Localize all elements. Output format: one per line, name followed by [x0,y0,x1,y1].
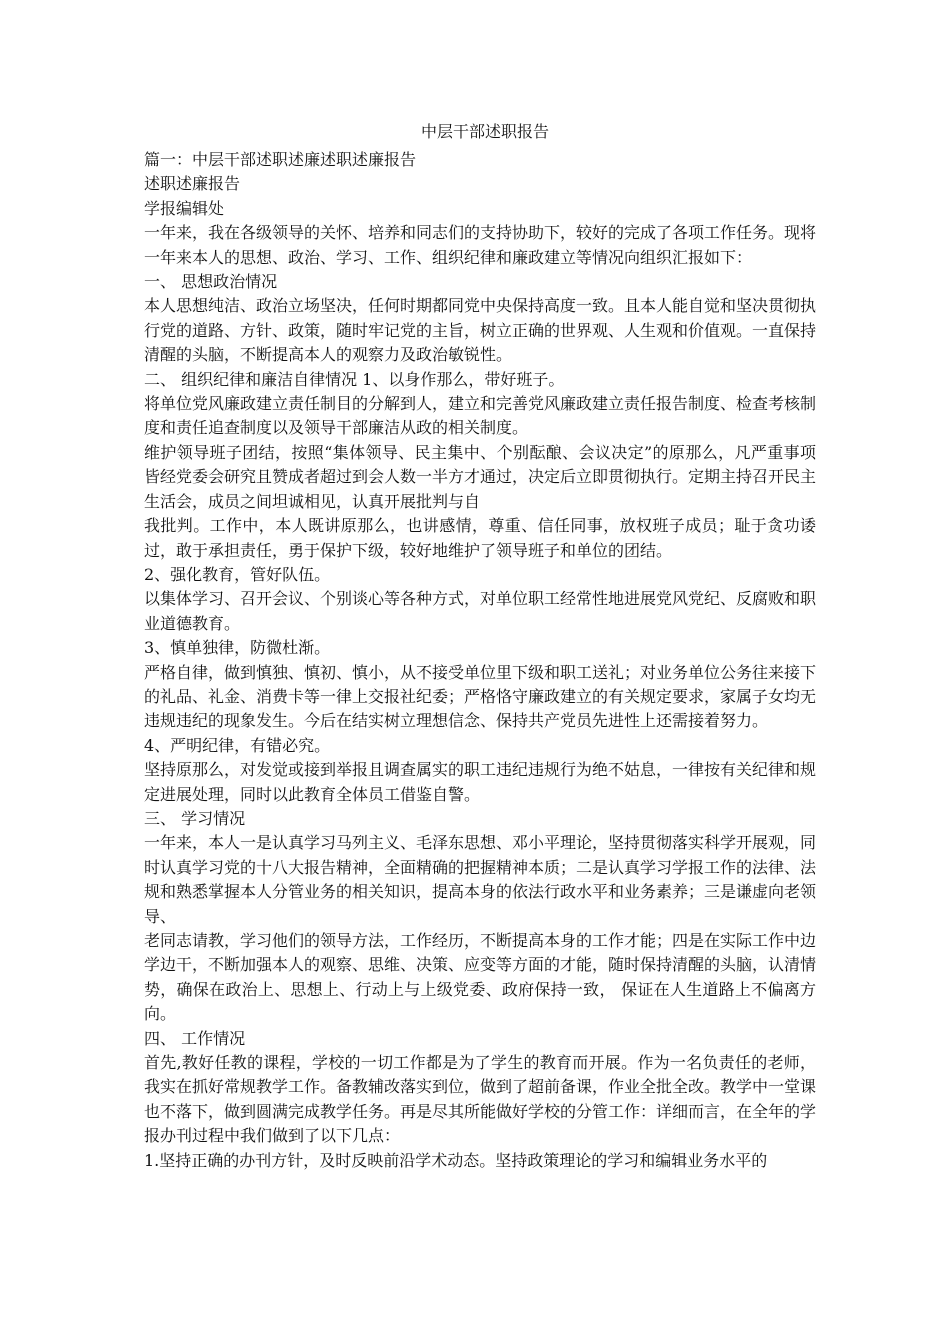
paragraph: 述职述廉报告 [144,174,241,194]
paragraph: 一年来，我在各级领导的关怀、培养和同志们的支持协助下，较好的完成了各项工作任务。现将一年来本人的思想、政治、学习、工作、组织纪律和廉政建立等情况向组织汇报如下： [144,223,817,267]
document-title: 中层干部述职报告 [420,122,549,141]
paragraph: 老同志请教，学习他们的领导方法，工作经历，不断提高本身的工作才能；四是在实际工作中边学边干，不断加强本人的观察、思维、决策、应变等方面的才能，随时保持清醒的头脑，认清情势，确保在政治上、思想上、行动上与上级党委、政府保持一致， 保证在人生道路上不偏离方向。 [144,931,817,1024]
paragraph: 严格自律，做到慎独、慎初、慎小，从不接受单位里下级和职工送礼；对业务单位公务往来接下的礼品、礼金、消费卡等一律上交报社纪委；严格恪守廉政建立的有关规定要求，家属子女均无违规违纪的现象发生。今后在结实树立理想信念、保持共产党员先进性上还需接着努力。 [144,662,817,731]
section-heading: 二、 组织纪律和廉洁自律情况 1、以身作那么，带好班子。 [144,369,565,389]
document-page [144,120,816,1173]
paragraph: 一年来，本人一是认真学习马列主义、毛泽东思想、邓小平理论，坚持贯彻落实科学开展观，同时认真学习党的十八大报告精神，全面精确的把握精神本质；二是认真学习学报工作的法律、法规和熟悉掌握本人分管业务的相关知识，提高本身的依法行政水平和业务素养；三是谦虚向老领导、 [144,833,817,926]
subsection-heading: 3、慎单独律，防微杜渐。 [144,638,331,658]
paragraph: 学报编辑处 [144,198,225,218]
subsection-heading: 2、强化教育，管好队伍。 [144,564,331,584]
paragraph: 将单位党风廉政建立责任制目的分解到人，建立和完善党风廉政建立责任报告制度、检查考核制度和责任追查制度以及领导干部廉洁从政的相关制度。 [144,394,817,438]
section-heading: 四、 工作情况 [144,1028,246,1048]
paragraph: 篇一：中层干部述职述廉述职述廉报告 [144,150,417,169]
paragraph: 首先,教好任教的课程，学校的一切工作都是为了学生的教育而开展。作为一名负责任的老师，我实在抓好常规教学工作。备教辅改落实到位，做到了超前备课，作业全批全改。教学中一堂课也不落下，做到圆满完成教学任务。再是尽其所能做好学校的分管工作：详细而言，在全年的学报办刊过程中我们做到了以下几点： [144,1053,817,1146]
paragraph: 坚持原那么，对发觉或接到举报且调查属实的职工违纪违规行为绝不姑息，一律按有关纪律和规定进展处理，同时以此教育全体员工借鉴自警。 [144,760,817,804]
subsection-heading: 4、严明纪律，有错必究。 [144,735,331,755]
paragraph: 本人思想纯洁、政治立场坚决，任何时期都同党中央保持高度一致。且本人能自觉和坚决贯彻执行党的道路、方针、政策，随时牢记党的主旨，树立正确的世界观、人生观和价值观。一直保持清醒的头脑，不断提高本人的观察力及政治敏锐性。 [144,296,817,365]
section-heading: 一、 思想政治情况 [144,272,278,292]
paragraph: 维护领导班子团结，按照“集体领导、民主集中、个别酝酿、会议决定”的原那么，凡严重事项皆经党委会研究且赞成者超过到会人数一半方才通过，决定后立即贯彻执行。定期主持召开民主生活会，成员之间坦诚相见，认真开展批判与自 [144,442,817,511]
paragraph: 我批判。工作中，本人既讲原那么，也讲感情，尊重、信任同事，放权班子成员；耻于贪功诿过，敢于承担责任，勇于保护下级，较好地维护了领导班子和单位的团结。 [144,516,816,560]
section-heading: 三、 学习情况 [144,808,246,828]
paragraph: 1.坚持正确的办刊方针，及时反映前沿学术动态。坚持政策理论的学习和编辑业务水平的 [144,1150,768,1170]
paragraph: 以集体学习、召开会议、个别谈心等各种方式，对单位职工经常性地进展党风党纪、反腐败和职业道德教育。 [144,589,817,633]
